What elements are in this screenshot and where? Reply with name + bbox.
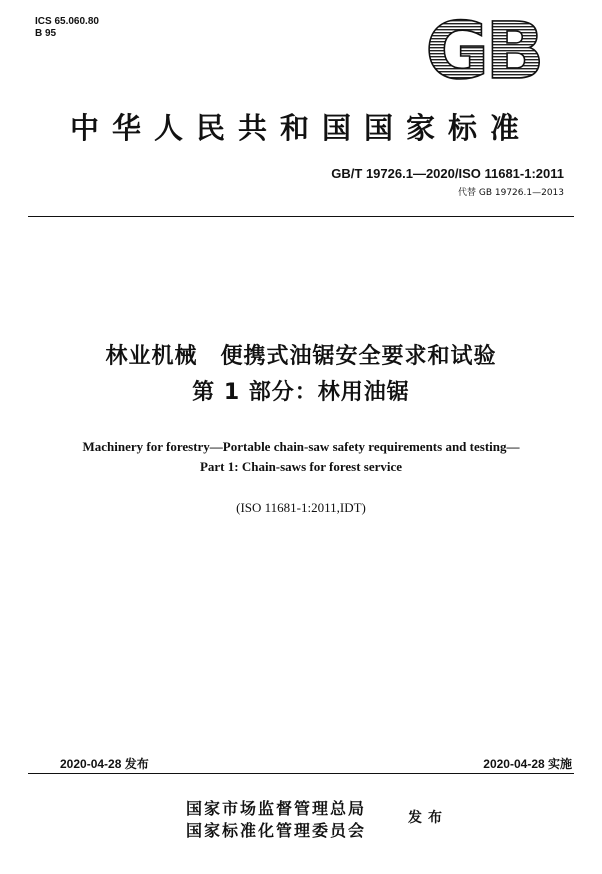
issuing-authorities <box>186 798 366 842</box>
issuer-samr: 国家市场监督管理总局 <box>186 799 367 818</box>
title-chinese-line1: 林业机械 便携式油锯安全要求和试验 <box>105 344 497 369</box>
iso-equivalence: (ISO 11681-1:2011,IDT) <box>236 500 366 515</box>
replaces-note: 代替 GB 19726.1—2013 <box>458 188 564 198</box>
ccs-code: B 95 <box>35 28 57 39</box>
issuer-sac: 国家标准化管理委员会 <box>186 821 367 840</box>
title-english-line2: Part 1: Chain-saws for forest service <box>199 459 403 474</box>
bottom-rule <box>28 773 574 774</box>
top-rule <box>28 216 574 217</box>
ics-code: ICS 65.060.80 <box>35 16 99 27</box>
title-english-line1: Machinery for forestry—Portable chain-saw safety requirements and testing— <box>82 439 520 454</box>
issue-date: 2020-04-28 发布 <box>60 757 149 771</box>
implementation-date: 2020-04-28 实施 <box>483 757 572 771</box>
standard-title: 中华人民共和国国家标准 <box>69 111 532 145</box>
title-chinese-line2: 第 1 部分：林用油锯 <box>192 380 410 405</box>
issue-action: 发布 <box>408 810 448 826</box>
classification-codes <box>35 16 99 40</box>
gb-logo-text: GB <box>425 14 541 86</box>
gb-logo <box>418 14 548 86</box>
standard-number: GB/T 19726.1—2020/ISO 11681-1:2011 <box>331 166 564 181</box>
